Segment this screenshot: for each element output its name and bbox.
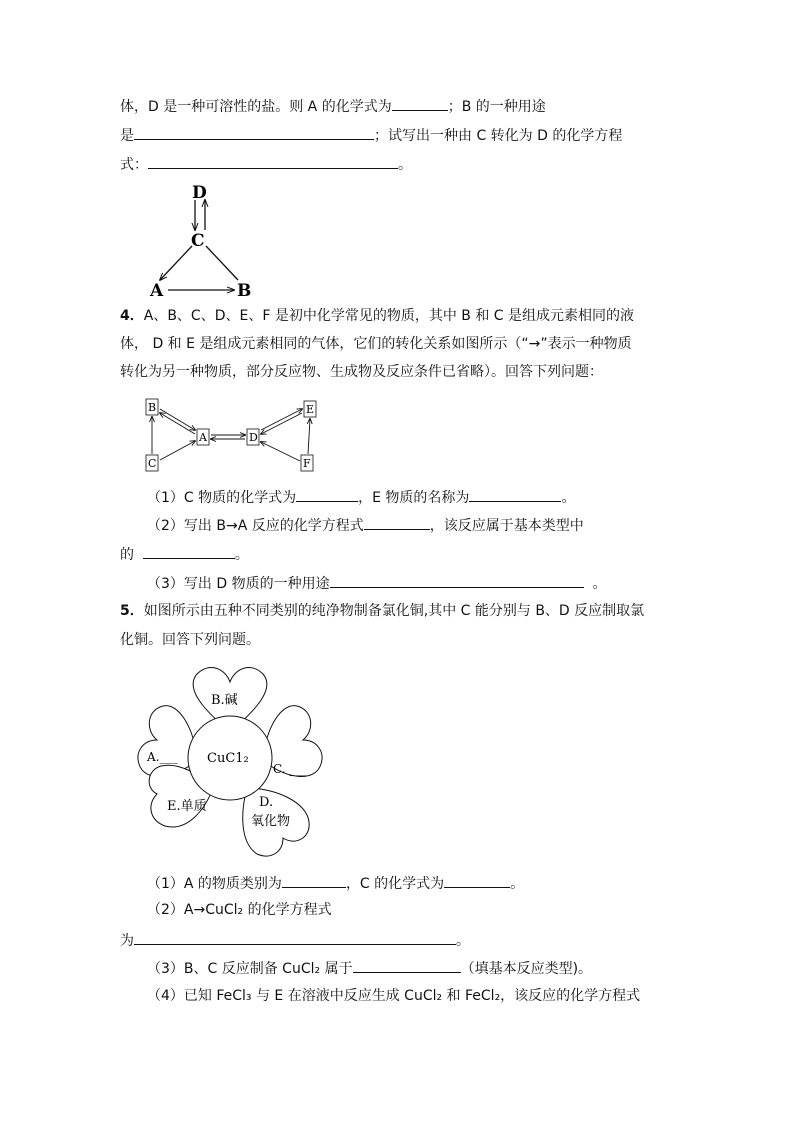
- q4-sub2-cont: [120, 543, 249, 565]
- q3-line1-text-a: 体，D 是一种可溶性的盐。则 A 的化学式为: [120, 99, 392, 115]
- q5-sub2: [147, 900, 332, 920]
- q3-triangle-diagram: [140, 178, 260, 303]
- q5-line1: [120, 601, 644, 621]
- q4-sub3-text-b: 。: [592, 576, 607, 592]
- arrow-d-to-e: [261, 409, 302, 430]
- answer-blank[interactable]: [353, 957, 461, 973]
- question-number: 5．: [120, 603, 144, 619]
- q4-sub3-text-a: （3）写出 D 物质的一种用途: [147, 576, 330, 592]
- arrow-f-to-d: [261, 442, 300, 461]
- question-number: 4．: [120, 308, 144, 324]
- q4-sub2-text-c: 的: [120, 547, 134, 563]
- answer-blank[interactable]: [143, 543, 235, 559]
- answer-blank[interactable]: [296, 486, 358, 502]
- q3-line2: [120, 124, 622, 146]
- label-b-base: B.碱: [211, 693, 238, 708]
- q5-sub2-text-b: 为: [120, 933, 134, 949]
- q5-flower-diagram: [135, 660, 325, 860]
- answer-blank[interactable]: [444, 872, 510, 888]
- label-a: A: [199, 431, 207, 444]
- arrow-e-to-d: [261, 413, 302, 434]
- q5-sub1: [147, 872, 524, 894]
- label-d: D: [249, 431, 258, 444]
- answer-blank[interactable]: [134, 929, 456, 945]
- answer-blank[interactable]: [392, 95, 448, 111]
- q5-sub1-text-a: （1）A 的物质类别为: [147, 876, 282, 892]
- arrow-f-to-e: [308, 419, 310, 454]
- arrow-c-to-a: [160, 246, 192, 280]
- line-c-b: [206, 246, 238, 280]
- q4-stem-2: 体， D 和 E 是组成元素相同的气体，它们的转化关系如图所示（“→”表示一种物质: [120, 336, 632, 352]
- q5-line2: [120, 630, 260, 650]
- q3-line3: [120, 153, 412, 175]
- q5-sub2-text-c: 。: [456, 933, 470, 949]
- q3-line1: [120, 95, 546, 117]
- label-d: D.: [259, 795, 274, 810]
- label-center-cucl2: CuC1₂: [207, 751, 249, 766]
- q5-sub3-text-b: （填基本反应类型)。: [460, 961, 593, 977]
- node-c: C: [191, 231, 205, 251]
- q4-sub2-text-b: ，该反应属于基本类型中: [429, 518, 584, 534]
- label-c: C. ___: [273, 762, 308, 776]
- q5-sub4-text: （4）已知 FeCl₃ 与 E 在溶液中反应生成 CuCl₂ 和 FeCl₂，该反应的化学方程式: [147, 988, 641, 1004]
- label-b: B: [148, 401, 157, 414]
- answer-blank[interactable]: [134, 124, 374, 140]
- q4-sub2: [147, 514, 584, 536]
- label-e: E: [306, 403, 315, 416]
- q4-sub2-text-a: （2）写出 B→A 反应的化学方程式: [147, 518, 364, 534]
- answer-blank[interactable]: [469, 486, 561, 502]
- q4-sub3: [147, 572, 607, 594]
- label-d-oxide: 氧化物: [251, 814, 291, 829]
- q4-sub1: [147, 486, 575, 508]
- q4-stem-3: 转化为另一种物质，部分反应物、生成物及反应条件已省略）。回答下列问题：: [120, 364, 603, 380]
- q4-sub1-text-a: （1）C 物质的化学式为: [147, 490, 297, 506]
- arrow-c-to-a: [160, 441, 195, 460]
- label-c: C: [148, 457, 157, 470]
- q4-sub1-text-c: 。: [561, 490, 576, 506]
- answer-blank[interactable]: [148, 153, 398, 169]
- q5-sub3-text-a: （3）B、C 反应制备 CuCl₂ 属于: [147, 961, 353, 977]
- arrow-b-to-a: [160, 409, 195, 430]
- q4-sub1-text-b: ，E 物质的名称为: [358, 490, 470, 506]
- q4-line2: [120, 334, 632, 354]
- q3-line3-text-b: 。: [398, 157, 412, 173]
- arrow-a-to-b: [160, 413, 195, 434]
- q5-sub3: [147, 957, 592, 979]
- q5-stem-1: 如图所示由五种不同类别的纯净物制备氯化铜,其中 C 能分别与 B、D 反应制取氯: [143, 603, 645, 619]
- answer-blank[interactable]: [330, 572, 584, 588]
- q4-relation-diagram: [140, 395, 330, 477]
- label-e-element: E.单质: [167, 799, 207, 814]
- answer-blank[interactable]: [282, 872, 346, 888]
- node-d: D: [192, 183, 207, 203]
- q4-line3: [120, 362, 603, 382]
- q5-sub2-text-a: （2）A→CuCl₂ 的化学方程式: [147, 902, 332, 918]
- q4-sub2-text-d: 。: [234, 547, 249, 563]
- label-f: F: [303, 457, 311, 470]
- answer-blank[interactable]: [364, 514, 430, 530]
- q5-sub2-cont: [120, 929, 470, 951]
- q3-line2-text-a: 是: [120, 128, 134, 144]
- label-a: A.___: [147, 750, 178, 764]
- q4-line1: [120, 306, 634, 326]
- q4-stem-1: A、B、C、D、E、F 是初中化学常见的物质，其中 B 和 C 是组成元素相同的液: [143, 308, 635, 324]
- q5-stem-2: 化铜。回答下列问题。: [120, 632, 260, 648]
- node-b: B: [237, 281, 252, 301]
- q5-sub1-text-b: ，C 的化学式为: [345, 876, 445, 892]
- node-a: A: [150, 281, 164, 301]
- q5-sub4: [147, 986, 640, 1006]
- q3-line3-text-a: 式：: [120, 157, 148, 173]
- q3-line2-text-b: ；试写出一种由 C 转化为 D 的化学方程: [374, 128, 623, 144]
- q3-line1-text-b: ；B 的一种用途: [447, 99, 546, 115]
- q5-sub1-text-c: 。: [510, 876, 525, 892]
